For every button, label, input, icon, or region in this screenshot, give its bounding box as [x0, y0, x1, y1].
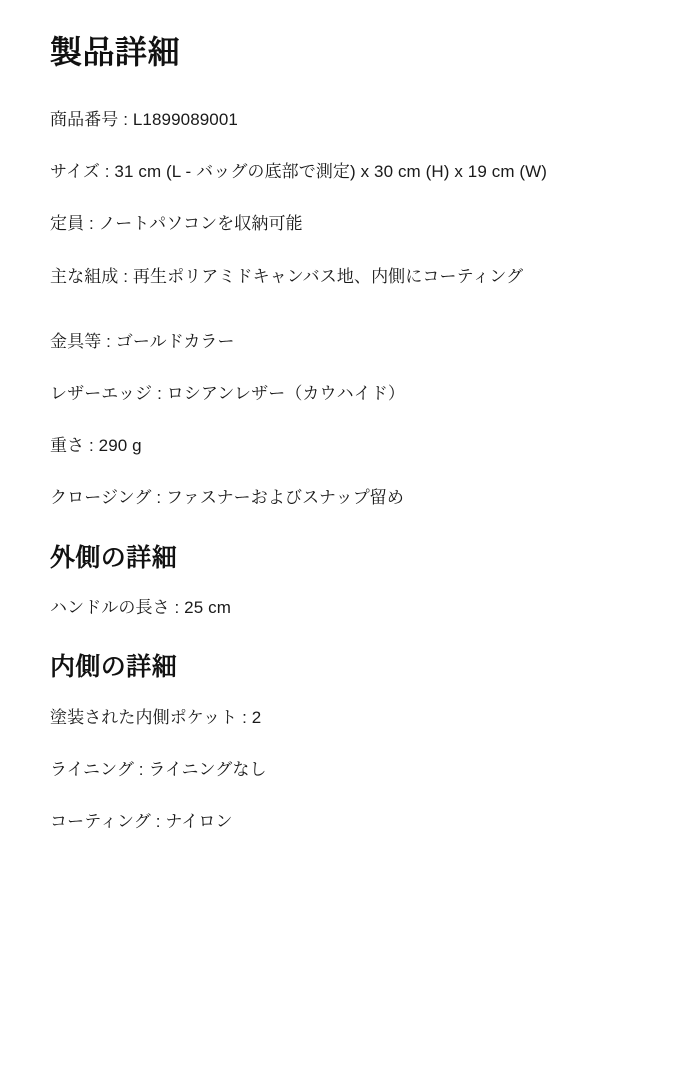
spec-section	[50, 651, 626, 835]
spec-line: サイズ : 31 cm (L - バッグの底部で測定) x 30 cm (H) x 19 cm (W)	[50, 162, 548, 182]
sections-container	[50, 106, 626, 835]
spec-section	[50, 106, 626, 512]
spec-line: 重さ : 290 g	[50, 436, 142, 456]
spec-line: クロージング : ファスナーおよびスナップ留め	[50, 488, 405, 508]
spec-line: ライニング : ライニングなし	[50, 759, 267, 779]
spec-line: 主な組成 : 再生ポリアミドキャンバス地、内側にコーティング	[50, 266, 524, 286]
section-title: 内側の詳細	[50, 653, 178, 682]
spec-line: コーティング : ナイロン	[50, 812, 233, 832]
spec-line: 定員 : ノートパソコンを収納可能	[50, 214, 303, 234]
spec-line: レザーエッジ : ロシアンレザー（カウハイド）	[50, 383, 406, 403]
page-title: 製品詳細	[50, 34, 181, 70]
spec-section	[50, 542, 626, 622]
spec-line: 金具等 : ゴールドカラー	[50, 331, 235, 351]
spec-line: 塗装された内側ポケット : 2	[50, 707, 262, 727]
section-title: 外側の詳細	[50, 543, 178, 572]
spec-line: 商品番号 : L1899089001	[50, 110, 238, 129]
spec-line: ハンドルの長さ : 25 cm	[50, 598, 231, 617]
